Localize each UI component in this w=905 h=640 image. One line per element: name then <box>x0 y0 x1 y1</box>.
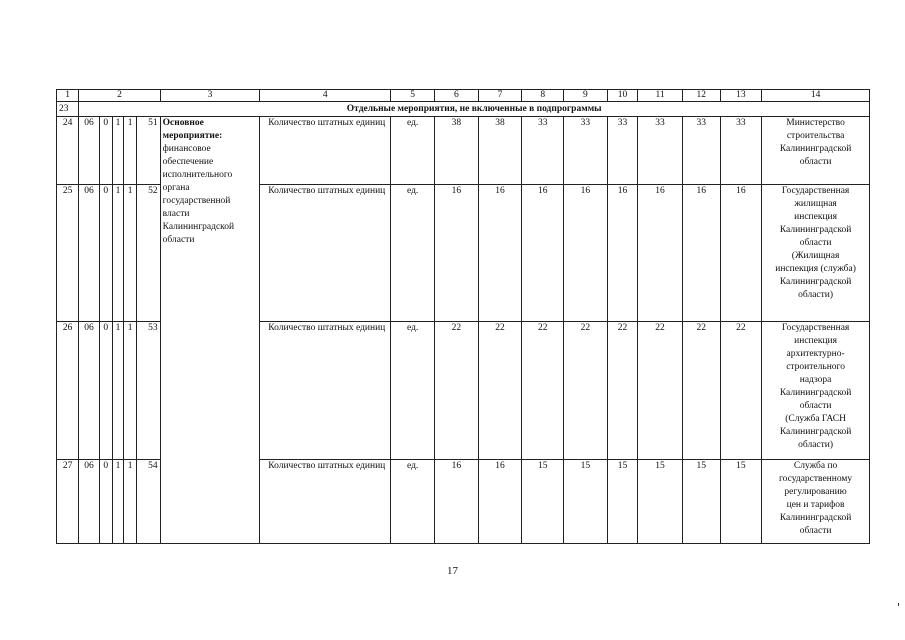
row-number: 27 <box>57 460 79 544</box>
value-cell: 22 <box>607 322 637 460</box>
responsible-line: Государственная <box>781 323 850 333</box>
value-cell: 16 <box>607 185 637 322</box>
responsible-line: области <box>799 238 832 248</box>
header-cell-9: 9 <box>564 90 608 102</box>
value-cell: 16 <box>564 185 608 322</box>
responsible-line: регулированию <box>784 487 847 497</box>
header-cell-14: 14 <box>762 90 870 102</box>
code-cell: 1 <box>124 117 137 185</box>
responsible-line: строительства <box>786 131 845 141</box>
header-cell-13: 13 <box>720 90 762 102</box>
code-cell: 1 <box>124 322 137 460</box>
value-cell: 15 <box>564 460 608 544</box>
unit-cell: ед. <box>391 322 435 460</box>
section-row <box>57 102 870 117</box>
event-label: Основное мероприятие: <box>162 118 223 141</box>
responsible-line: области <box>799 401 832 411</box>
table-row <box>57 117 870 185</box>
header-row <box>57 90 870 102</box>
code-cell: 1 <box>124 460 137 544</box>
value-cell: 15 <box>720 460 762 544</box>
responsible-line: строительного <box>786 362 845 372</box>
responsible-line: области) <box>798 290 834 300</box>
responsible-line: (Жилищная <box>791 251 840 261</box>
value-cell: 16 <box>720 185 762 322</box>
value-cell: 15 <box>638 460 683 544</box>
header-cell-2: 2 <box>79 90 160 102</box>
code-cell: 1 <box>112 460 123 544</box>
value-cell: 33 <box>720 117 762 185</box>
unit-cell: ед. <box>391 460 435 544</box>
header-cell-4: 4 <box>260 90 391 102</box>
value-cell: 16 <box>682 185 720 322</box>
responsible-line: Государственная <box>781 186 850 196</box>
unit-cell: ед. <box>391 185 435 322</box>
responsible-line: области <box>799 526 832 536</box>
value-cell: 22 <box>682 322 720 460</box>
code-cell: 54 <box>137 460 160 544</box>
code-cell: 1 <box>112 117 123 185</box>
responsible-line: Калининградской <box>779 513 852 523</box>
code-cell: 0 <box>99 117 112 185</box>
responsible-line: жилищная <box>794 199 837 209</box>
value-cell: 16 <box>435 185 479 322</box>
responsible-line: Калининградской <box>779 277 852 287</box>
indicator-cell: Количество штатных единиц <box>260 322 391 460</box>
responsible-cell <box>762 460 870 544</box>
value-cell: 33 <box>607 117 637 185</box>
indicator-cell: Количество штатных единиц <box>260 117 391 185</box>
code-cell: 1 <box>124 185 137 322</box>
value-cell: 16 <box>478 460 522 544</box>
responsible-line: архитектурно- <box>786 349 845 359</box>
code-cell: 1 <box>112 185 123 322</box>
code-cell: 0 <box>99 185 112 322</box>
responsible-line: области <box>799 157 832 167</box>
value-cell: 16 <box>435 460 479 544</box>
header-cell-6: 6 <box>435 90 479 102</box>
value-cell: 38 <box>435 117 479 185</box>
event-title-cell <box>160 117 260 544</box>
indicator-cell: Количество штатных единиц <box>260 460 391 544</box>
header-cell-11: 11 <box>638 90 683 102</box>
responsible-line: Калининградской <box>779 225 852 235</box>
code-cell: 0 <box>99 322 112 460</box>
row-number: 24 <box>57 117 79 185</box>
code-cell: 06 <box>79 322 99 460</box>
responsible-line: цен и тарифов <box>786 500 845 510</box>
section-title: Отдельные мероприятия, не включенные в подпрограммы <box>79 102 870 117</box>
value-cell: 22 <box>435 322 479 460</box>
responsible-line: государственному <box>778 474 853 484</box>
responsible-cell <box>762 117 870 185</box>
value-cell: 16 <box>522 185 564 322</box>
responsible-line: Министерство <box>786 118 845 128</box>
responsible-line: Калининградской <box>779 427 852 437</box>
unit-cell: ед. <box>391 117 435 185</box>
responsible-cell <box>762 322 870 460</box>
value-cell: 33 <box>522 117 564 185</box>
value-cell: 33 <box>638 117 683 185</box>
responsible-line: Служба по <box>793 461 838 471</box>
header-cell-1: 1 <box>57 90 79 102</box>
value-cell: 22 <box>478 322 522 460</box>
value-cell: 22 <box>564 322 608 460</box>
indicator-cell: Количество штатных единиц <box>260 185 391 322</box>
section-number: 23 <box>57 102 79 117</box>
responsible-line: области) <box>798 440 834 450</box>
code-cell: 53 <box>137 322 160 460</box>
responsible-line: инспекция <box>794 336 837 346</box>
code-cell: 06 <box>79 185 99 322</box>
value-cell: 33 <box>682 117 720 185</box>
value-cell: 16 <box>638 185 683 322</box>
code-cell: 06 <box>79 117 99 185</box>
code-cell: 06 <box>79 460 99 544</box>
responsible-line: Калининградской <box>779 388 852 398</box>
responsible-line: инспекция <box>794 212 837 222</box>
responsible-cell <box>762 185 870 322</box>
header-cell-3: 3 <box>160 90 260 102</box>
value-cell: 15 <box>682 460 720 544</box>
header-cell-8: 8 <box>522 90 564 102</box>
code-cell: 1 <box>112 322 123 460</box>
value-cell: 33 <box>564 117 608 185</box>
responsible-line: надзора <box>799 375 832 385</box>
header-cell-5: 5 <box>391 90 435 102</box>
row-number: 25 <box>57 185 79 322</box>
code-cell: 52 <box>137 185 160 322</box>
header-cell-10: 10 <box>607 90 637 102</box>
page-number: 17 <box>447 565 458 577</box>
value-cell: 38 <box>478 117 522 185</box>
indicators-table <box>56 89 870 544</box>
event-text: финансовое обеспечение исполнительного органа государственной власти Калининградской области <box>162 144 235 245</box>
code-cell: 0 <box>99 460 112 544</box>
value-cell: 15 <box>607 460 637 544</box>
responsible-line: инспекция (служба) <box>775 264 856 274</box>
header-cell-12: 12 <box>682 90 720 102</box>
row-number: 26 <box>57 322 79 460</box>
header-cell-7: 7 <box>478 90 522 102</box>
responsible-line: (Служба ГАСН <box>785 414 846 424</box>
code-cell: 51 <box>137 117 160 185</box>
value-cell: 15 <box>522 460 564 544</box>
value-cell: 22 <box>638 322 683 460</box>
responsible-line: Калининградской <box>779 144 852 154</box>
value-cell: 16 <box>478 185 522 322</box>
value-cell: 22 <box>522 322 564 460</box>
scan-edge-mark <box>898 603 899 606</box>
value-cell: 22 <box>720 322 762 460</box>
